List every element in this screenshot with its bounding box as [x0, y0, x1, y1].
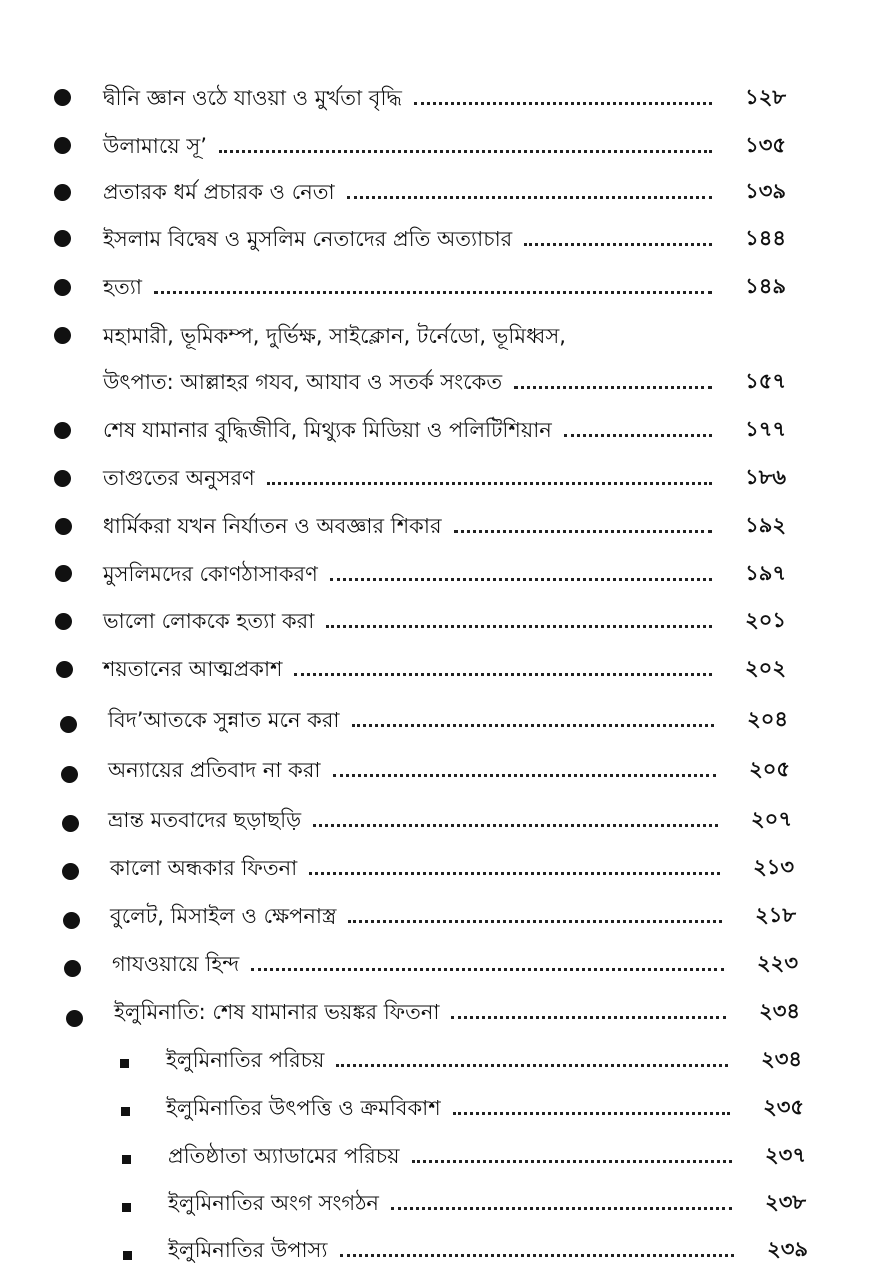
toc-entry-title: কালো অন্ধকার ফিতনা — [110, 855, 298, 880]
toc-entry-title: উলামায়ে সূ’ — [103, 133, 207, 158]
toc-entry[interactable] — [103, 458, 786, 498]
bullet-icon — [54, 422, 71, 439]
dot-leader — [514, 386, 712, 389]
dot-leader — [333, 774, 717, 777]
dot-leader — [348, 920, 722, 923]
toc-entry-page: ২০৫ — [749, 756, 790, 781]
dot-leader — [336, 1064, 728, 1067]
toc-entry-title: বুলেট, মিসাইল ও ক্ষেপনাস্ত্র — [110, 903, 337, 928]
toc-entry-title: ভ্রান্ত মতবাদের ছড়াছড়ি — [108, 807, 302, 832]
toc-entry-title: ধার্মিকরা যখন নির্যাতন ও অবজ্ঞার শিকার — [103, 513, 442, 538]
bullet-icon — [61, 766, 78, 783]
dot-leader — [313, 824, 718, 827]
toc-subentry-page: ২৩৪ — [761, 1046, 802, 1071]
toc-entry[interactable] — [108, 700, 788, 740]
dot-leader — [330, 578, 712, 581]
toc-entry-title: গাযওয়ায়ে হিন্দ — [112, 951, 240, 976]
toc-entry[interactable] — [103, 554, 786, 594]
toc-subentry[interactable] — [166, 1040, 802, 1080]
toc-entry-page: ১৮৬ — [745, 464, 786, 489]
dot-leader — [453, 1112, 730, 1115]
toc-entry-page: ১৩৫ — [745, 132, 786, 157]
toc-subentry-title: ইলুমিনাতির উপাস্য — [168, 1237, 328, 1262]
bullet-icon — [54, 327, 71, 344]
bullet-icon — [54, 470, 71, 487]
bullet-icon — [55, 518, 72, 535]
toc-entry-title: ইলুমিনাতি: শেষ যামানার ভয়ঙ্কর ফিতনা — [114, 999, 440, 1024]
toc-entry-title: শয়তানের আত্মপ্রকাশ — [103, 656, 283, 681]
dot-leader — [454, 530, 712, 533]
toc-entry-title: মহামারী, ভূমিকম্প, দুর্ভিক্ষ, সাইক্লোন, টর্নেডো, ভূমিধ্বস, — [103, 323, 566, 348]
dot-leader — [154, 291, 712, 294]
toc-entry-title-continued: উৎপাত: আল্লাহর গযব, আযাব ও সতর্ক সংকেত — [103, 369, 503, 394]
toc-subentry[interactable] — [168, 1183, 806, 1223]
toc-entry-page: ১৪৪ — [745, 225, 786, 250]
toc-entry-title: মুসলিমদের কোণঠাসাকরণ — [103, 561, 318, 586]
toc-entry[interactable] — [103, 601, 786, 641]
toc-entry-page: ২০৭ — [751, 806, 792, 831]
toc-entry[interactable] — [103, 506, 786, 546]
bullet-icon — [54, 89, 71, 106]
bullet-icon — [60, 716, 77, 733]
toc-entry-title: বিদ’আতকে সুন্নাত মনে করা — [108, 707, 340, 732]
toc-subentry[interactable] — [168, 1230, 808, 1270]
toc-entry[interactable] — [108, 800, 792, 840]
toc-entry-page: ১৭৭ — [745, 416, 786, 441]
toc-entry-title: অন্যায়ের প্রতিবাদ না করা — [108, 757, 321, 782]
toc-entry[interactable] — [112, 944, 798, 984]
toc-entry-page: ১২৮ — [745, 84, 786, 109]
square-bullet-icon — [121, 1107, 130, 1116]
bullet-icon — [54, 137, 71, 154]
toc-entry-page: ২০২ — [745, 655, 786, 680]
toc-entry-page: ২২৩ — [757, 950, 798, 975]
toc-entry-title: শেষ যামানার বুদ্ধিজীবি, মিথ্যুক মিডিয়া ও পলিটিশিয়ান — [103, 417, 552, 442]
toc-entry-page: ১৪৯ — [745, 273, 786, 298]
dot-leader — [309, 872, 720, 875]
toc-subentry-page: ২৩৫ — [763, 1094, 804, 1119]
toc-entry-title: তাগুতের অনুসরণ — [103, 465, 255, 490]
toc-entry[interactable] — [103, 649, 786, 689]
toc-subentry-title: ইলুমিনাতির উৎপত্তি ও ক্রমবিকাশ — [166, 1095, 441, 1120]
square-bullet-icon — [122, 1155, 131, 1164]
toc-entry-title: ভালো লোককে হত্যা করা — [103, 608, 315, 633]
toc-entry-page: ১৩৯ — [745, 178, 786, 203]
bullet-icon — [64, 960, 81, 977]
bullet-icon — [62, 863, 79, 880]
toc-entry-page: ১৫৭ — [745, 368, 786, 393]
dot-leader — [352, 724, 715, 727]
toc-entry-line1[interactable] — [103, 316, 786, 356]
toc-subentry[interactable] — [166, 1088, 804, 1128]
toc-entry-page: ১৯২ — [745, 512, 786, 537]
dot-leader — [347, 196, 712, 199]
toc-entry-page: ১৯৭ — [745, 560, 786, 585]
toc-entry[interactable] — [103, 78, 786, 118]
toc-subentry-title: ইলুমিনাতির পরিচয় — [166, 1047, 325, 1072]
bullet-icon — [55, 613, 72, 630]
toc-entry-title: হত্যা — [103, 274, 142, 299]
bullet-icon — [55, 565, 72, 582]
dot-leader — [294, 673, 712, 676]
square-bullet-icon — [120, 1059, 129, 1068]
bullet-icon — [54, 230, 71, 247]
toc-subentry-title: ইলুমিনাতির অংগ সংগঠন — [168, 1190, 379, 1215]
toc-entry[interactable] — [103, 362, 786, 402]
toc-entry-title: দ্বীনি জ্ঞান ওঠে যাওয়া ও মুর্খতা বৃদ্ধি — [103, 85, 402, 110]
dot-leader — [267, 482, 712, 485]
toc-subentry-page: ২৩৯ — [767, 1236, 808, 1261]
dot-leader — [564, 434, 712, 437]
dot-leader — [451, 1016, 726, 1019]
toc-entry[interactable] — [114, 992, 800, 1032]
toc-entry-page: ২৩৪ — [759, 998, 800, 1023]
bullet-icon — [63, 912, 80, 929]
toc-subentry[interactable] — [168, 1136, 806, 1176]
square-bullet-icon — [122, 1203, 131, 1212]
toc-entry-page: ২১৩ — [753, 854, 794, 879]
bullet-icon — [54, 184, 71, 201]
dot-leader — [414, 102, 712, 105]
toc-entry-page: ২১৮ — [755, 902, 796, 927]
toc-subentry-page: ২৩৮ — [765, 1189, 806, 1214]
toc-entry[interactable] — [110, 896, 796, 936]
toc-subentry-page: ২৩৭ — [765, 1142, 806, 1167]
square-bullet-icon — [123, 1251, 132, 1260]
bullet-icon — [62, 815, 79, 832]
dot-leader — [326, 625, 712, 628]
toc-entry-page: ২০১ — [745, 607, 786, 632]
dot-leader — [391, 1207, 732, 1210]
dot-leader — [524, 243, 712, 246]
toc-subentry-title: প্রতিষ্ঠাতা অ্যাডামের পরিচয় — [168, 1143, 400, 1168]
toc-entry[interactable] — [103, 410, 786, 450]
toc-entry[interactable] — [108, 750, 790, 790]
dot-leader — [219, 150, 712, 153]
toc-entry[interactable] — [103, 267, 786, 307]
toc-entry[interactable] — [110, 848, 794, 888]
bullet-icon — [56, 661, 73, 678]
dot-leader — [340, 1254, 734, 1257]
toc-entry[interactable] — [103, 126, 786, 166]
toc-entry-title: ইসলাম বিদ্বেষ ও মুসলিম নেতাদের প্রতি অত্যাচার — [103, 226, 513, 251]
dot-leader — [251, 968, 724, 971]
dot-leader — [412, 1160, 733, 1163]
toc-entry[interactable] — [103, 219, 786, 259]
bullet-icon — [66, 1010, 83, 1027]
bullet-icon — [54, 279, 71, 296]
toc-entry[interactable] — [103, 172, 786, 212]
toc-entry-title: প্রতারক ধর্ম প্রচারক ও নেতা — [103, 179, 335, 204]
toc-entry-page: ২০৪ — [747, 706, 788, 731]
